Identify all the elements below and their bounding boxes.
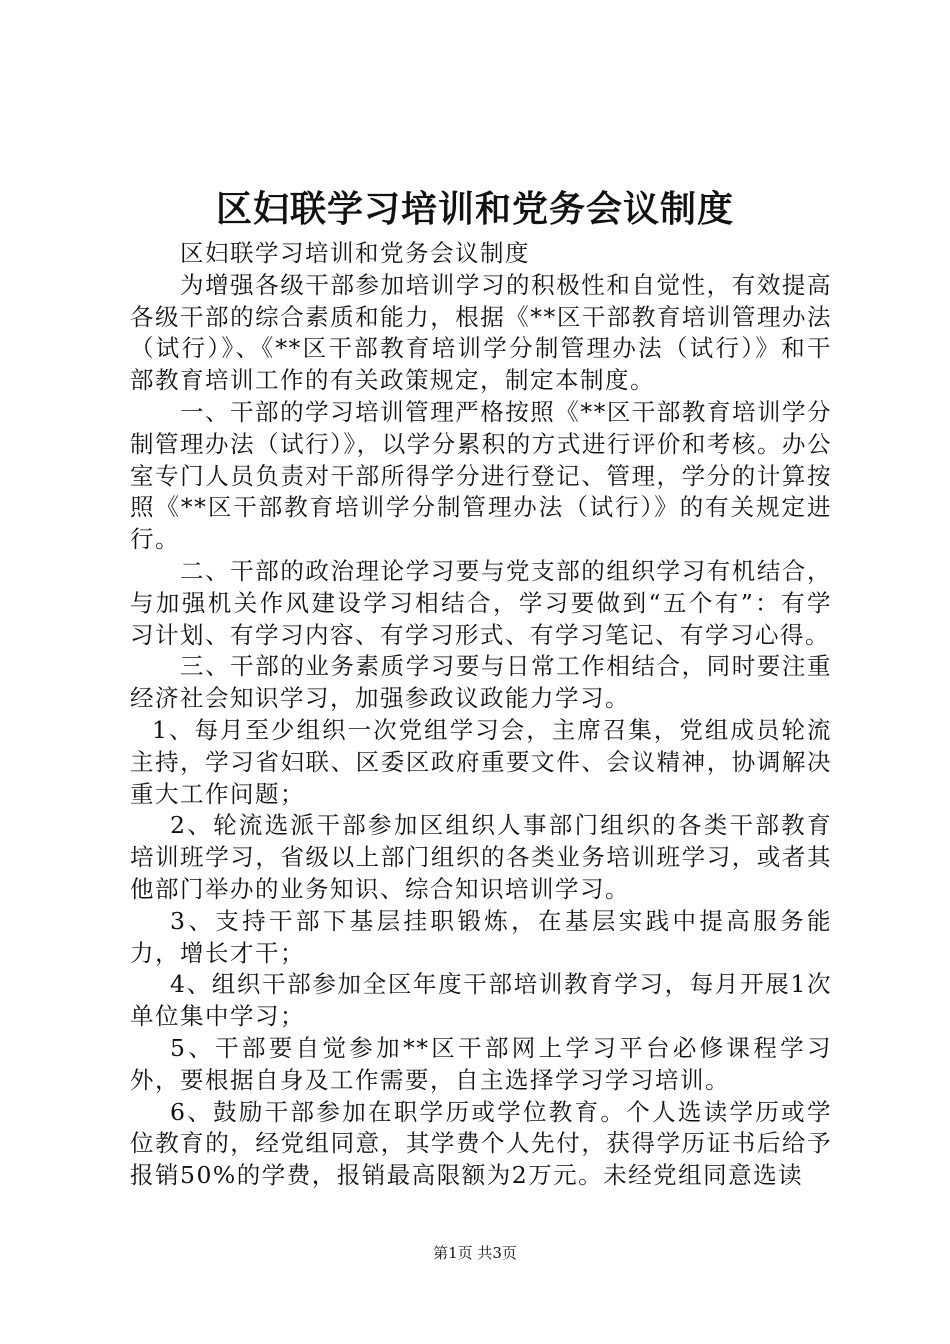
paragraph-section-3: 三、干部的业务素质学习要与日常工作相结合，同时要注重经济社会知识学习，加强参政议政能力学习。 — [130, 652, 832, 713]
paragraph-item-5: 5、干部要自觉参加**区干部网上学习平台必修课程学习外，要根据自身及工作需要，自主选择学习学习培训。 — [130, 1033, 832, 1094]
paragraph-item-6: 6、鼓励干部参加在职学历或学位教育。个人选读学历或学位教育的，经党组同意，其学费个人先付，获得学历证书后给予报销50%的学费，报销最高限额为2万元。未经党组同意选读 — [130, 1097, 832, 1190]
document-body — [130, 238, 832, 1192]
paragraph-item-2: 2、轮流选派干部参加区组织人事部门组织的各类干部教育培训班学习，省级以上部门组织的各类业务培训班学习，或者其他部门举办的业务知识、综合知识培训学习。 — [130, 811, 832, 903]
paragraph-intro: 为增强各级干部参加培训学习的积极性和自觉性，有效提高各级干部的综合素质和能力，根据《**区干部教育培训管理办法（试行）》、《**区干部教育培训学分制管理办法（试行）》和干部教育培训工作的有关政策规定，制定本制度。 — [130, 270, 832, 395]
paragraph-item-4: 4、组织干部参加全区年度干部培训教育学习，每月开展1次单位集中学习； — [130, 970, 832, 1031]
paragraph-subtitle: 区妇联学习培训和党务会议制度 — [180, 239, 530, 267]
paragraph-item-3: 3、支持干部下基层挂职锻炼，在基层实践中提高服务能力，增长才干； — [130, 906, 832, 967]
paragraph-section-1: 一、干部的学习培训管理严格按照《**区干部教育培训学分制管理办法（试行）》，以学分累积的方式进行评价和考核。办公室专门人员负责对干部所得学分进行登记、管理，学分的计算按照《**区干部教育培训学分制管理办法（试行）》的有关规定进行。 — [130, 397, 832, 554]
paragraph-item-1: 1、每月至少组织一次党组学习会，主席召集，党组成员轮流主持，学习省妇联、区委区政府重要文件、会议精神，协调解决重大工作问题； — [130, 715, 832, 808]
paragraph-section-2: 二、干部的政治理论学习要与党支部的组织学习有机结合，与加强机关作风建设学习相结合，学习要做到“五个有”：有学习计划、有学习内容、有学习形式、有学习笔记、有学习心得。 — [130, 556, 832, 649]
document-title: 区妇联学习培训和党务会议制度 — [215, 188, 734, 230]
page-footer: 第1页 共3页 — [433, 1244, 517, 1262]
